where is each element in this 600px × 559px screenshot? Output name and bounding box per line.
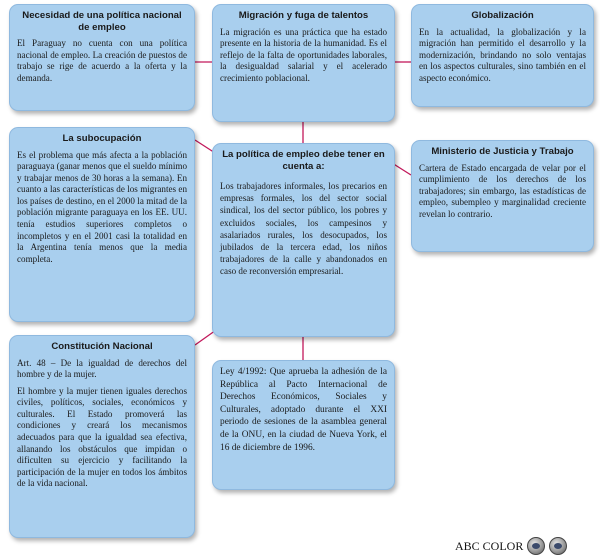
box-title: Migración y fuga de talentos (238, 10, 369, 21)
box-title: Ministerio de Justicia y Trabajo (431, 146, 574, 157)
box-title: Necesidad de una política nacional de empleo (22, 10, 182, 33)
box-text: Ley 4/1992: Que aprueba la adhesión de la República al Pacto Internacional de Derechos Económicos, Sociales y Culturales, adoptado durante el XXI periodo de sesiones de la asamblea general de la ONU, en la ciudad de Nueva York, el 16 de diciembre de 1996. (220, 367, 387, 453)
box-ministerio-justicia-trabajo (411, 140, 594, 252)
brand-label: ABC COLOR (455, 538, 524, 553)
box-politica-empleo-central (212, 143, 395, 337)
box-necesidad-politica-empleo (9, 4, 195, 111)
box-text: En la actualidad, la globalización y la migración han permitido el desarrollo y la modernización, brindando no solo ventajas en los aspectos culturales, sino también en el aspecto económico. (419, 26, 586, 83)
box-title: La política de empleo debe tener en cuenta a: (222, 149, 385, 172)
box-constitucion-nacional (9, 335, 195, 538)
box-globalizacion (411, 4, 594, 107)
box-migracion-fuga-talentos (212, 4, 395, 122)
box-text-article: Art. 48 – De la igualdad de derechos del hombre y de la mujer. (17, 357, 187, 380)
globe-logo-icon (549, 537, 567, 555)
box-text: El Paraguay no cuenta con una política nacional de empleo. La creación de puestos de trabajo se rige de acuerdo a la oferta y la demanda. (17, 38, 187, 83)
box-ley-4-1992 (212, 360, 395, 490)
box-title: Globalización (471, 10, 534, 21)
box-text: Es el problema que más afecta a la población paraguaya (ganar menos que el sueldo mínimo y trabajar menos de 30 horas a la semana). En cuanto a las características de los migrantes en los países de destino, en el 2000 la mitad de la población migrante paraguaya en los EE. UU. tenía estudios superiores completos o incompletos y en el 2001 casi la totalidad en la Argentina tenía menos que la media completa. (17, 149, 187, 264)
box-text: Cartera de Estado encargada de velar por el cumplimiento de los derechos de los trabajadores; sin embargo, las estadísticas de empleo, subempleo y marginalidad creciente revelan lo contrario. (419, 162, 586, 219)
box-text: Los trabajadores informales, los precarios en empresas formales, los del sector social sindical, los del sector público, los pobres y excluidos sociales, los campesinos y asalariados rurales, los desocupados, los jubilados de la tercera edad, los niños trabajadores de la calle y abandonados en caso de reconversión empresarial. (220, 181, 387, 277)
box-subocupacion (9, 127, 195, 322)
box-title: Constitución Nacional (51, 341, 153, 352)
box-title: La subocupación (62, 133, 142, 144)
box-text: La migración es una práctica que ha estado presente en la historia de la humanidad. Es el reflejo de la falta de oportunidades laborales, la desigualdad salarial y el acelerado crecimiento poblacional. (220, 26, 387, 83)
footer-credit (455, 536, 567, 556)
box-text: El hombre y la mujer tienen iguales derechos civiles, políticos, sociales, económicos y culturales. El Estado promoverá las condiciones y creará los mecanismos adecuados para que la igualdad sea efectiva, allanando los obstáculos que impidan o dificulten su ejercicio y facilitando la participación de la mujer en todos los ámbitos de la vida nacional. (17, 385, 187, 489)
globe-logo-icon (527, 537, 545, 555)
